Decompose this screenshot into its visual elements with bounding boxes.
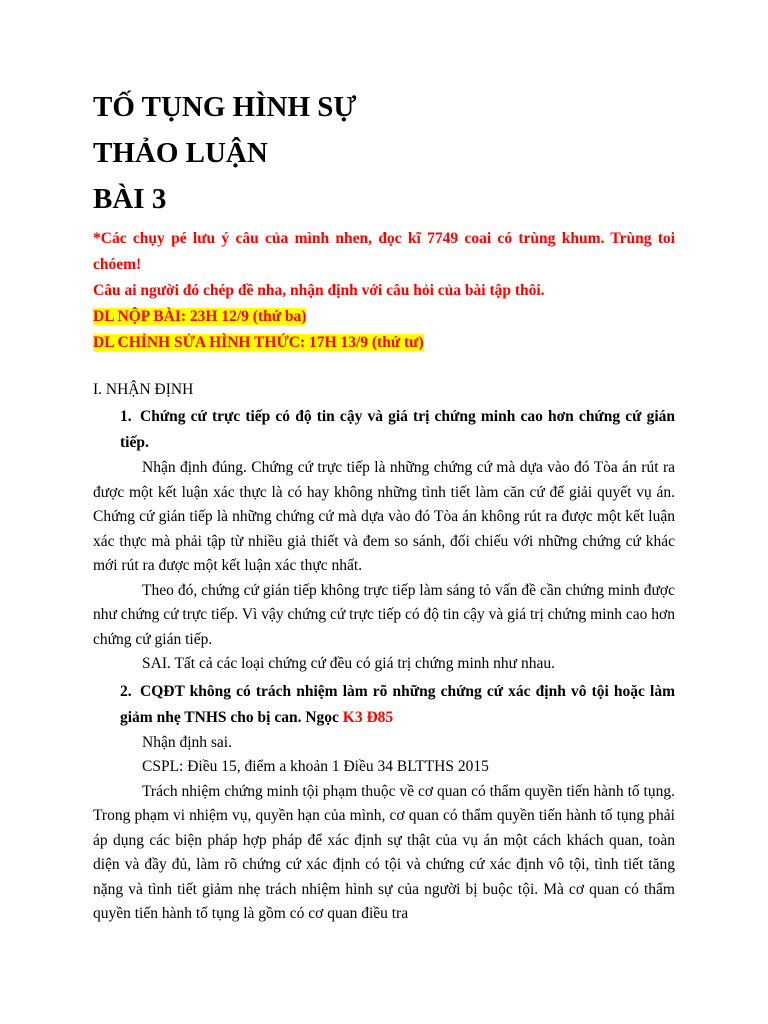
note-line-2: Câu ai người đó chép đề nha, nhận định với câu hỏi của bài tập thôi. (93, 282, 545, 299)
note-line-1: *Các chụy pé lưu ý câu của mình nhen, đọc kĩ 7749 coai có trùng khum. Trùng toi chóem! (93, 230, 675, 273)
question-1-text: Chứng cứ trực tiếp có độ tin cậy và giá trị chứng minh cao hơn chứng cứ gián tiếp. (120, 408, 675, 451)
lesson-number: BÀI 3 (93, 183, 167, 215)
answer-2-paragraph-3: Trách nhiệm chứng minh tội phạm thuộc về cơ quan có thẩm quyền tiến hành tố tụng. Trong phạm vi nhiệm vụ, quyền hạn của mình, cơ quan có thẩm quyền tiến hành tố tụng phải áp dụng các biện pháp hợp pháp để xác định sự thật của vụ án một cách khách quan, toàn diện và đầy đủ, làm rõ chứng cứ xác định có tội và chứng cứ xác định vô tội, tình tiết tăng nặng và tình tiết giảm nhẹ trách nhiệm hình sự của người bị buộc tội. Mà cơ quan có thẩm quyền tiến hành tố tụng là gồm có cơ quan điều tra (93, 782, 675, 922)
section-heading: I. NHẬN ĐỊNH (93, 381, 194, 398)
answer-1-paragraph-2: Theo đó, chứng cứ gián tiếp không trực tiếp làm sáng tỏ vấn đề cần chứng minh được như chứng cứ trực tiếp. Vì vậy chứng cứ trực tiếp có độ tin cậy và giá trị chứng minh cao hơn chứng cứ gián tiếp. (93, 581, 675, 648)
answer-1-paragraph-1: Nhận định đúng. Chứng cứ trực tiếp là những chứng cứ mà dựa vào đó Tòa án rút ra được một kết luận xác thực là có hay không những tình tiết làm căn cứ để giải quyết vụ án. Chứng cứ gián tiếp là những chứng cứ mà dựa vào đó Tòa án không rút ra được một kết luận xác thực mà phải tập từ nhiều giả thiết và đem so sánh, đối chiếu với những chứng cứ khác mới rút ra được một kết luận xác thực nhất. (93, 459, 675, 574)
answer-1-paragraph-3: SAI. Tất cả các loại chứng cứ đều có giá trị chứng minh như nhau. (142, 655, 555, 672)
deadline-edit-text: DL CHỈNH SỬA HÌNH THỨC: 17H 13/9 (thứ tư) (93, 334, 424, 351)
deadline-submit (93, 304, 675, 330)
document-subtitle: THẢO LUẬN (93, 137, 268, 169)
answer-2-paragraph-2: CSPL: Điều 15, điểm a khoản 1 Điều 34 BLTTHS 2015 (142, 758, 489, 775)
document-page (93, 90, 675, 927)
question-1-number: 1. (120, 408, 132, 425)
deadline-edit (93, 330, 675, 356)
question-2 (93, 679, 675, 731)
question-2-text: CQĐT không có trách nhiệm làm rõ những chứng cứ xác định vô tội hoặc làm giảm nhẹ TNHS cho bị can. Ngọc (120, 682, 675, 726)
question-1 (93, 404, 675, 456)
document-title: TỐ TỤNG HÌNH SỰ (93, 91, 357, 123)
question-2-number: 2. (120, 682, 132, 700)
question-2-tag: K3 Đ85 (342, 708, 394, 726)
answer-2-paragraph-1: Nhận định sai. (142, 733, 232, 751)
deadline-submit-text: DL NỘP BÀI: 23H 12/9 (thứ ba) (93, 308, 307, 325)
